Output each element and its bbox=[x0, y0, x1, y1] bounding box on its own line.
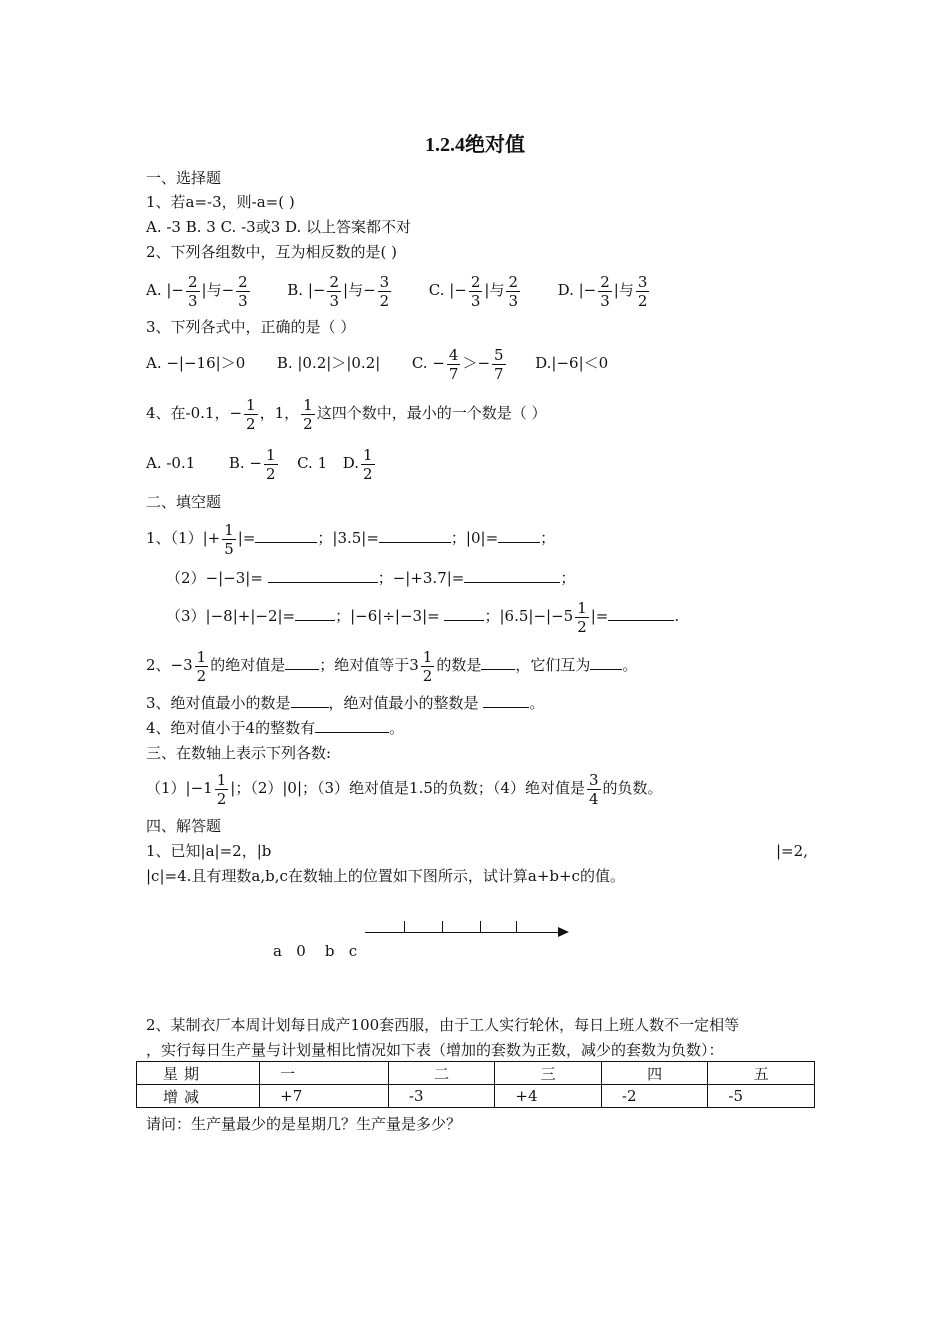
production-table bbox=[136, 1061, 815, 1108]
table-row bbox=[137, 1085, 815, 1108]
fraction: $\frac{1}{2}$ bbox=[196, 647, 207, 685]
q3-options: A. −|−16|＞0 B. |0.2|＞|0.2| C. − $\frac{4}{7}$ ＞− $\frac{5}{7}$ D.|−6|＜0 bbox=[146, 345, 609, 383]
fraction: $\frac{2}{3}$ bbox=[470, 272, 481, 310]
q3-option-c: C. − bbox=[411, 354, 445, 372]
q4-1-part-a: 1、已知|a|=2，|b bbox=[146, 842, 272, 860]
fraction: $\frac{2}{3}$ bbox=[329, 272, 340, 310]
table-header-cell: 三 bbox=[495, 1062, 602, 1085]
fraction: $\frac{1}{5}$ bbox=[224, 520, 234, 558]
q3-option-d: D.|−6|＜0 bbox=[535, 354, 609, 372]
table-header-cell: 一 bbox=[260, 1062, 389, 1085]
table-cell: +7 bbox=[260, 1085, 389, 1108]
q2-option-a: A. |− bbox=[146, 281, 184, 299]
fraction: $\frac{1}{2}$ bbox=[216, 770, 227, 808]
fraction: $\frac{1}{2}$ bbox=[362, 445, 373, 483]
number-line-axis bbox=[365, 932, 563, 933]
fraction: $\frac{1}{2}$ bbox=[266, 445, 276, 483]
q4-1-part-b: |=2, bbox=[776, 842, 808, 860]
q2-option-c: C. |− bbox=[428, 281, 467, 299]
q4-2-stem-line1: 2、某制衣厂本周计划每日成产100套西服，由于工人实行轮休，每日上班人数不一定相等 bbox=[146, 1016, 740, 1034]
section-1-heading: 一、选择题 bbox=[146, 169, 222, 187]
q2-option-d: D. |− bbox=[557, 281, 597, 299]
fraction: $\frac{4}{7}$ bbox=[448, 345, 459, 383]
section-2-heading: 二、填空题 bbox=[146, 493, 222, 511]
table-cell: +4 bbox=[495, 1085, 602, 1108]
section-3-heading: 三、在数轴上表示下列各数: bbox=[146, 744, 332, 762]
number-line-arrowhead bbox=[558, 927, 569, 937]
table-row bbox=[137, 1062, 815, 1085]
number-line-tick bbox=[480, 921, 481, 933]
fraction: $\frac{3}{4}$ bbox=[588, 770, 599, 808]
table-cell: -3 bbox=[388, 1085, 495, 1108]
fraction: $\frac{2}{3}$ bbox=[508, 272, 519, 310]
fraction: $\frac{1}{2}$ bbox=[246, 395, 256, 433]
table-header-cell: 五 bbox=[708, 1062, 815, 1085]
table-header-cell: 星期 bbox=[137, 1062, 260, 1085]
q2-options: A. |− $\frac{2}{3}$ |与− $\frac{2}{3}$ B. |− $\frac{2}{3}$ |与− $\frac{3}{2}$ C. |− $\frac{2}{3}$ |与 $\frac{2}{3}$ D. |− $\frac{2}{3}$ |与 $\frac{3}{2}$ bbox=[146, 272, 648, 310]
fill-q4: 4、绝对值小于4的整数有 。 bbox=[146, 719, 405, 737]
fraction: $\frac{2}{3}$ bbox=[188, 272, 198, 310]
table-header-cell: 四 bbox=[601, 1062, 708, 1085]
q1-options: A. -3 B. 3 C. -3或3 D. 以上答案都不对 bbox=[146, 218, 412, 236]
number-line-tick bbox=[442, 921, 443, 933]
fraction: $\frac{1}{2}$ bbox=[303, 395, 313, 433]
q4-2-stem-line2: ，实行每日生产量与计划量相比情况如下表（增加的套数为正数，减少的套数为负数）： bbox=[146, 1041, 724, 1059]
page-title: 1.2.4绝对值 bbox=[425, 134, 525, 156]
fraction: $\frac{3}{2}$ bbox=[379, 272, 390, 310]
table-cell: -5 bbox=[708, 1085, 815, 1108]
fraction: $\frac{1}{2}$ bbox=[577, 598, 587, 636]
fraction: $\frac{5}{7}$ bbox=[494, 345, 504, 383]
fill-q1-line1: 1、（1）|+ $\frac{1}{5}$ |= ；|3.5|= ；|0|= ； bbox=[146, 520, 556, 558]
fraction: $\frac{3}{2}$ bbox=[637, 272, 648, 310]
q3-stem: 3、下列各式中，正确的是（ ） bbox=[146, 318, 356, 336]
q1-stem: 1、若a=-3，则-a=( ) bbox=[146, 193, 295, 211]
section-4-heading: 四、解答题 bbox=[146, 817, 222, 835]
q4-options: A. -0.1 B. − $\frac{1}{2}$ C. 1 D. $\frac{1}{2}$ bbox=[146, 445, 373, 483]
number-line-labels: a 0 b c bbox=[273, 942, 358, 960]
q2-stem: 2、下列各组数中，互为相反数的是( ) bbox=[146, 243, 398, 261]
fraction: $\frac{2}{3}$ bbox=[238, 272, 248, 310]
number-line-items: （1）|−1 $\frac{1}{2}$ |；（2）|0|；（3）绝对值是1.5的负数；（4）绝对值是 $\frac{3}{4}$ 的负数。 bbox=[146, 770, 663, 808]
q2-option-b: B. |− bbox=[287, 281, 326, 299]
table-header-cell: 二 bbox=[388, 1062, 495, 1085]
q4-stem: 4、在-0.1，− $\frac{1}{2}$ ，1， $\frac{1}{2}$ 这四个数中，最小的一个数是（ ） bbox=[146, 395, 547, 433]
fill-q1-line3: （3）|−8|+|−2|= ；|−6|÷|−3|= ；|6.5|−|−5 $\frac{1}{2}$ |= . bbox=[166, 598, 680, 636]
fill-q3: 3、绝对值最小的数是 ，绝对值最小的整数是 。 bbox=[146, 694, 545, 712]
number-line-tick bbox=[516, 921, 517, 933]
q4-2-question: 请问：生产量最少的是星期几？生产量是多少？ bbox=[146, 1115, 462, 1133]
fraction: $\frac{2}{3}$ bbox=[600, 272, 610, 310]
fill-q2: 2、−3 $\frac{1}{2}$ 的绝对值是 ；绝对值等于3 $\frac{1}{2}$ 的数是 ，它们互为 。 bbox=[146, 647, 638, 685]
q4-1-part-c: |c|=4.且有理数a,b,c在数轴上的位置如下图所示，试计算a+b+c的值。 bbox=[146, 867, 625, 885]
fraction: $\frac{1}{2}$ bbox=[422, 647, 433, 685]
q3-option-b: B. |0.2|＞|0.2| bbox=[276, 354, 381, 372]
table-cell: -2 bbox=[601, 1085, 708, 1108]
table-cell: 增减 bbox=[137, 1085, 260, 1108]
q3-option-a: A. −|−16|＞0 bbox=[146, 354, 246, 372]
fill-q1-line2: （2）−|−3|= ；−|+3.7|= ； bbox=[166, 569, 576, 587]
number-line-tick bbox=[404, 921, 405, 933]
